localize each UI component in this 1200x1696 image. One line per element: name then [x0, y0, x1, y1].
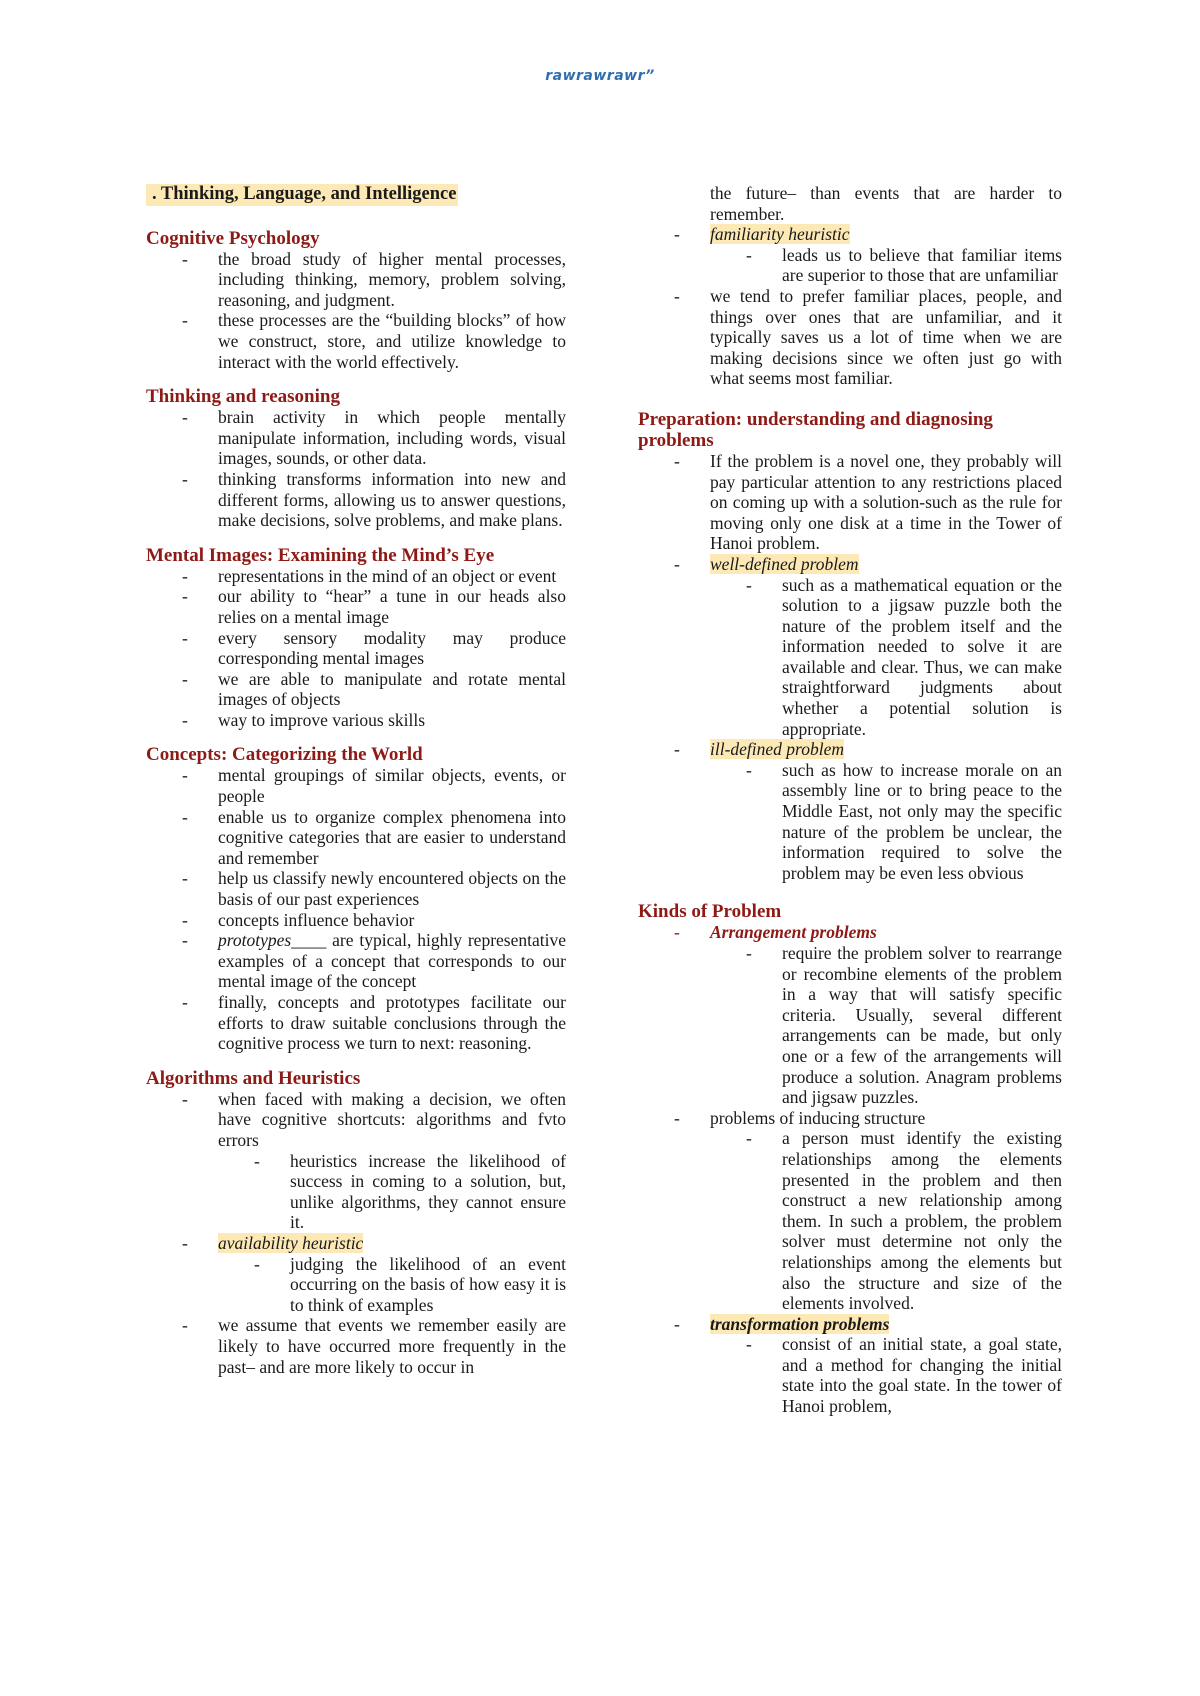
- list-item-prototypes: [146, 930, 566, 992]
- transformation-label: transformation problems: [710, 1313, 890, 1334]
- section-cognitive-psychology: [146, 228, 566, 373]
- inducing-structure-label: problems of inducing structure: [710, 1107, 926, 1128]
- list-item: [638, 554, 1062, 739]
- section-preparation: [638, 409, 1062, 883]
- section-heading: Thinking and reasoning: [146, 386, 340, 408]
- availability-heuristic-label: availability heuristic: [218, 1232, 364, 1253]
- list-item: - concepts influence behavior: [146, 910, 566, 931]
- ill-defined-label: ill-defined problem: [710, 739, 844, 760]
- list-item: - brain activity in which people mentally manipulate information, including words, visual images, sounds, or other data.: [146, 407, 566, 469]
- section-heading: Preparation: understanding and diagnosing problems: [638, 408, 993, 451]
- sub-list-item: - a person must identify the existing relationships among the elements presented in the problem and then construct a new relationship among them. In such a problem, the problem solver must determine not only the relationships among the elements but also the structure and size of the elements involved.: [710, 1128, 1062, 1313]
- document-title: . Thinking, Language, and Intelligence: [146, 184, 458, 206]
- section-heading: Mental Images: Examining the Mind’s Eye: [146, 544, 495, 566]
- section-kinds-of-problem: [638, 901, 1062, 1416]
- list-item: - mental groupings of similar objects, events, or people: [146, 765, 566, 806]
- section-heading: Concepts: Categorizing the World: [146, 744, 423, 766]
- list-item: [638, 224, 1062, 286]
- sub-list-item: - consist of an initial state, a goal state, and a method for changing the initial state into the goal state. In the tower of Hanoi problem,: [710, 1334, 1062, 1416]
- list-item: [638, 1314, 1062, 1417]
- well-defined-label: well-defined problem: [710, 553, 859, 574]
- continued-text: the future– than events that are harder to remember.: [710, 183, 1062, 224]
- list-item: - every sensory modality may produce corresponding mental images: [146, 628, 566, 669]
- list-item: - these processes are the “building blocks” of how we construct, store, and utilize knowledge to interact with the world effectively.: [146, 310, 566, 372]
- section-thinking-reasoning: [146, 386, 566, 531]
- list-item: - we tend to prefer familiar places, people, and things over ones that are unfamiliar, and it typically saves us a lot of time when we are making decisions since we often just go with what seems most familiar.: [638, 286, 1062, 389]
- sub-list-item: - heuristics increase the likelihood of success in coming to a solution, but, unlike algorithms, they cannot ensure it.: [218, 1151, 566, 1233]
- sub-list-item: - judging the likelihood of an event occurring on the basis of how easy it is to think of examples: [218, 1254, 566, 1316]
- sub-list-item: - such as a mathematical equation or the solution to a jigsaw puzzle both the nature of the problem itself and the information needed to solve it are available and clear. Thus, we can make straightforward judgments about whether a potential solution is appropriate.: [710, 575, 1062, 740]
- list-item: [638, 1108, 1062, 1314]
- list-item: [146, 1233, 566, 1315]
- list-item: - way to improve various skills: [146, 710, 566, 731]
- familiarity-heuristic-label: familiarity heuristic: [710, 224, 850, 245]
- page-header: rawrawrawr”: [545, 68, 655, 84]
- list-item: - enable us to organize complex phenomena into cognitive categories that are easier to understand and remember: [146, 807, 566, 869]
- section-heading: Algorithms and Heuristics: [146, 1067, 361, 1089]
- list-item: - finally, concepts and prototypes facilitate our efforts to draw suitable conclusions through the cognitive process we turn to next: reasoning.: [146, 992, 566, 1054]
- list-item: - we are able to manipulate and rotate mental images of objects: [146, 669, 566, 710]
- prototypes-blank: ____: [291, 930, 327, 951]
- sub-list-item: - such as how to increase morale on an assembly line or to bring peace to the Middle East, not only may the specific nature of the problem be unclear, the information required to solve the problem may be even less obvious: [710, 760, 1062, 884]
- section-heading: Kinds of Problem: [638, 901, 782, 923]
- right-column: [638, 183, 1062, 1417]
- list-item: - thinking transforms information into new and different forms, allowing us to answer questions, make decisions, solve problems, and make plans.: [146, 469, 566, 531]
- sub-list-item: - require the problem solver to rearrange or recombine elements of the problem in a way that will satisfy specific criteria. Usually, several different arrangements can be made, but only one or a few of the arrangements will produce a solution. Anagram problems and jigsaw puzzles.: [710, 943, 1062, 1108]
- list-item: [638, 922, 1062, 1107]
- section-heading: Cognitive Psychology: [146, 227, 320, 249]
- list-item: - the broad study of higher mental processes, including thinking, memory, problem solving, reasoning, and judgment.: [146, 249, 566, 311]
- prototypes-definition: are typical, highly representative examples of a concept that corresponds to our mental image of the concept: [218, 930, 566, 992]
- list-item: - we assume that events we remember easily are likely to have occurred more frequently in the past– and are more likely to occur in: [146, 1315, 566, 1377]
- list-item: [146, 1089, 566, 1233]
- list-item: - If the problem is a novel one, they probably will pay particular attention to any restrictions placed on coming up with a solution-such as the rule for moving only one disk at a time in the Tower of Hanoi problem.: [638, 451, 1062, 554]
- list-item-text: when faced with making a decision, we often have cognitive shortcuts: algorithms and fvto errors: [218, 1088, 566, 1150]
- arrangement-label: Arrangement problems: [710, 922, 877, 943]
- prototypes-term: prototypes: [218, 930, 292, 951]
- list-item: [638, 739, 1062, 883]
- list-item: - our ability to “hear” a tune in our heads also relies on a mental image: [146, 586, 566, 627]
- section-algorithms: [146, 1068, 566, 1377]
- list-item: - help us classify newly encountered objects on the basis of our past experiences: [146, 868, 566, 909]
- section-concepts: [146, 744, 566, 1053]
- sub-list-item: - leads us to believe that familiar items are superior to those that are unfamiliar: [710, 245, 1062, 286]
- left-column: [146, 183, 566, 1377]
- section-mental-images: [146, 545, 566, 731]
- list-item: - representations in the mind of an object or event: [146, 566, 566, 587]
